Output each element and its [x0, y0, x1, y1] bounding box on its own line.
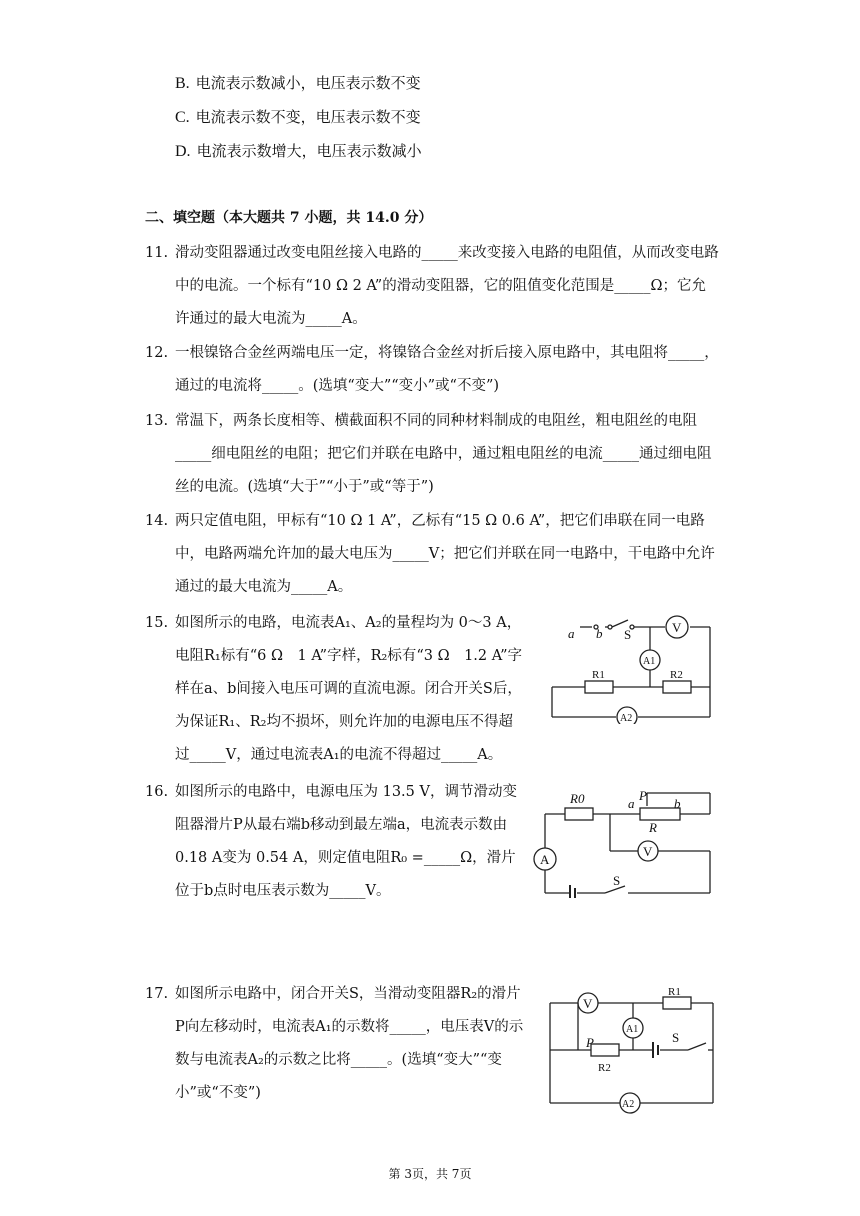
fig17-ammeter2-label: A2 — [622, 1099, 635, 1110]
circuit-figure-15 — [550, 612, 715, 724]
fig15-ammeter1-label: A1 — [643, 656, 656, 667]
fig17-voltmeter-label: V — [583, 996, 593, 1011]
page-footer: 第 3页，共 7页 — [388, 1167, 472, 1181]
fig15-voltmeter-label: V — [672, 620, 682, 635]
fig17-label-r1: R1 — [668, 986, 681, 998]
question-12: 12. 一根镍铬合金丝两端电压一定，将镍铬合金丝对折后接入原电路中，其电阻将_____，通过的电流将_____。(选填“变大”“变小”或“不变”) — [145, 345, 719, 394]
fig15-label-r1: R1 — [592, 669, 605, 681]
fig15-ammeter2-label: A2 — [620, 713, 633, 724]
question-14: 14. 两只定值电阻，甲标有“10 Ω 1 A”，乙标有“15 Ω 0.6 A”，把它们串联在同一电路中，电路两端允许加的最大电压为_____V；把它们并联在同一电路中，干电路中允许通过的最大电流为_____A。 — [145, 513, 715, 595]
fig17-label-s: S — [672, 1030, 680, 1045]
question-17: 17. 如图所示电路中，闭合开关S，当滑动变阻器R₂的滑片P向左移动时，电流表A₁的示数将_____，电压表V的示数与电流表A₂的示数之比将_____。(选填“变大”“变小”或“不变”) — [145, 986, 524, 1101]
section-title: 二、填空题（本大题共 7 小题，共 14.0 分） — [145, 210, 433, 226]
fig16-label-r: R — [649, 820, 657, 835]
fig15-label-b: b — [596, 626, 603, 641]
question-11: 11. 滑动变阻器通过改变电阻丝接入电路的_____来改变接入电路的电阻值，从而改变电路中的电流。一个标有“10 Ω 2 A”的滑动变阻器，它的阻值变化范围是_____Ω；它允许通过的最大电流为_____A。 — [145, 245, 719, 327]
fig16-label-r0: R0 — [570, 791, 585, 806]
fig15-label-s: S — [624, 627, 632, 642]
circuit-figure-17 — [548, 985, 718, 1115]
option-b: B. 电流表示数减小，电压表示数不变 — [175, 74, 421, 92]
fig17-ammeter1-label: A1 — [626, 1024, 639, 1035]
fig16-label-b: b — [674, 796, 681, 811]
fig17-label-p: P — [586, 1035, 594, 1050]
option-d: D. 电流表示数增大，电压表示数减小 — [175, 142, 422, 160]
question-13: 13. 常温下，两条长度相等、横截面积不同的同种材料制成的电阻丝，粗电阻丝的电阻_____细电阻丝的电阻；把它们并联在电路中，通过粗电阻丝的电流_____通过细电阻丝的电流。(选填“大于”“小于”或“等于”) — [145, 413, 712, 495]
fig16-label-p: P — [639, 788, 647, 803]
fig17-label-r2: R2 — [598, 1062, 611, 1074]
fig15-label-a: a — [568, 626, 575, 641]
fig16-label-a: a — [628, 796, 635, 811]
circuit-figure-16 — [530, 788, 715, 898]
fig16-voltmeter-label: V — [643, 844, 653, 859]
fig15-label-r2: R2 — [670, 669, 683, 681]
question-15: 15. 如图所示的电路，电流表A₁、A₂的量程均为 0～3 A，电阻R₁标有“6 Ω 1 A”字样，R₂标有“3 Ω 1.2 A”字样在a、b间接入电压可调的直流电源。闭合开关S后，为保证R₁、R₂均不损坏，则允许加的电源电压不得超过_____V，通过电流表A₁的电流不得超过_____A。 — [145, 615, 523, 763]
fig16-ammeter-label: A — [540, 852, 550, 867]
option-c: C. 电流表示数不变，电压表示数不变 — [175, 108, 421, 126]
fig16-label-s: S — [613, 873, 621, 888]
question-16: 16. 如图所示的电路中，电源电压为 13.5 V，调节滑动变阻器滑片P从最右端b移动到最左端a，电流表示数由 0.18 A变为 0.54 A，则定值电阻R₀ =_____Ω，滑片位于b点时电压表示数为_____V。 — [145, 784, 517, 899]
